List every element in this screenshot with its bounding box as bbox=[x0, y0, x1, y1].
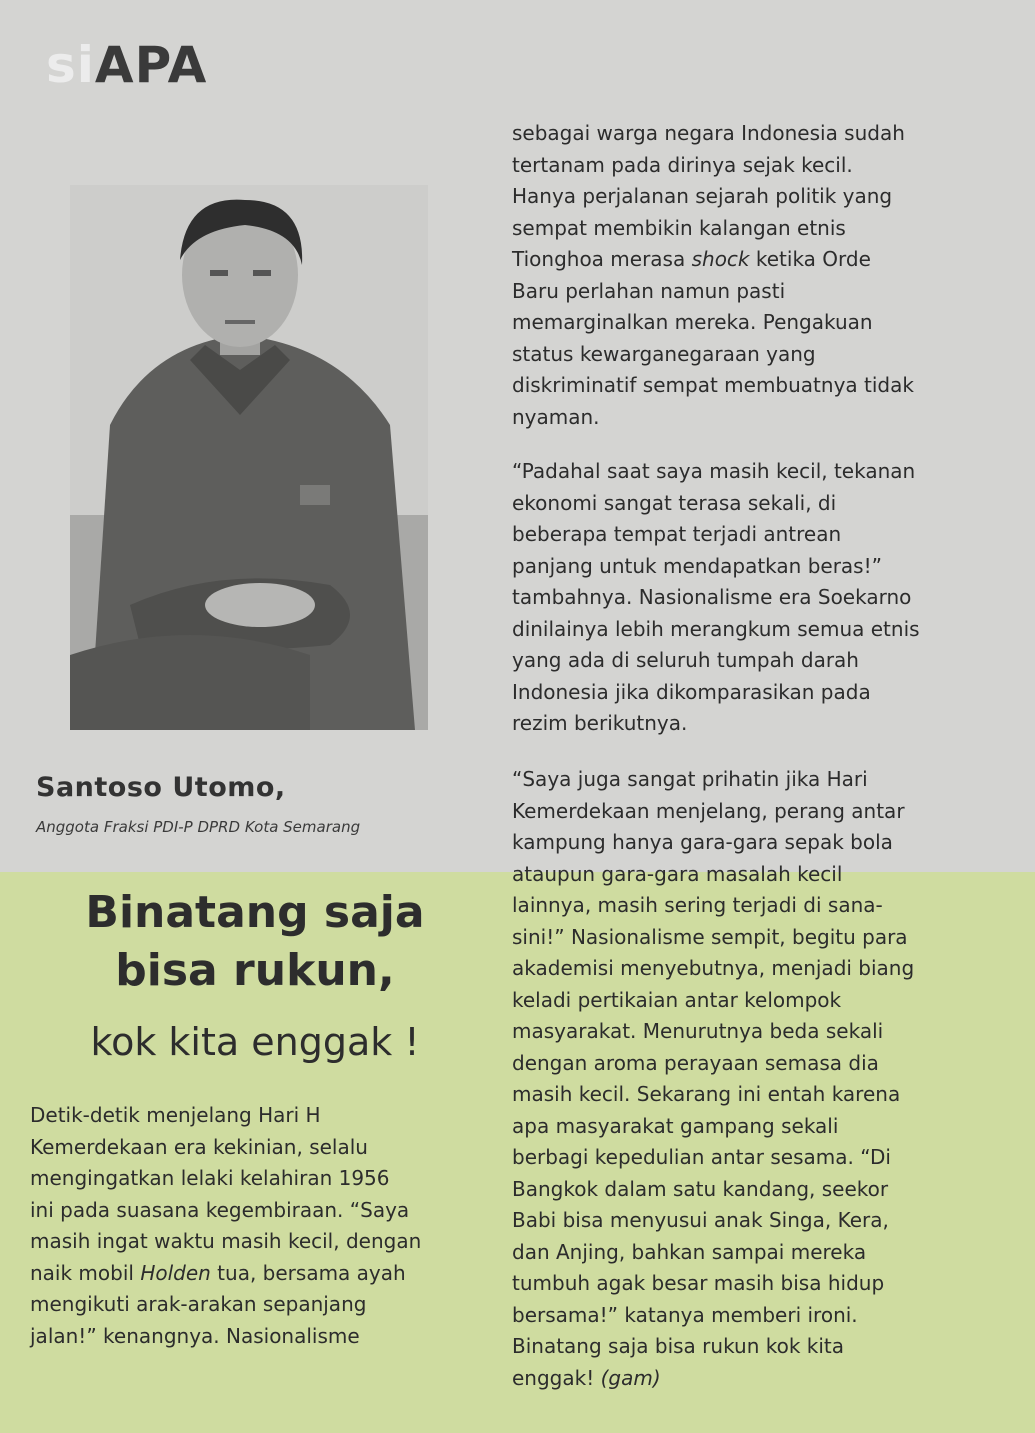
portrait-figure-icon bbox=[70, 185, 428, 730]
article-line: sini!” Nasionalisme sempit, begitu para bbox=[512, 924, 908, 949]
article-line: diskriminatif sempat membuatnya tidak bbox=[512, 373, 914, 397]
article-right-paragraph-1 bbox=[512, 118, 1012, 433]
article-line: Tionghoa merasa shock ketika Orde bbox=[512, 247, 871, 271]
article-line: Bangkok dalam satu kandang, seekor bbox=[512, 1176, 889, 1201]
article-line: kampung hanya gara-gara sepak bola bbox=[512, 830, 893, 854]
article-line: Kemerdekaan menjelang, perang antar bbox=[512, 798, 905, 823]
article-line: rezim berikutnya. bbox=[512, 711, 688, 735]
article-line: Indonesia jika dikomparasikan pada bbox=[512, 679, 871, 704]
italic-emphasis: Holden bbox=[140, 1260, 211, 1285]
article-right-paragraph-2 bbox=[512, 456, 1012, 740]
article-line: tertanam pada dirinya sejak kecil. bbox=[512, 152, 853, 177]
article-line: ini pada suasana kegembiraan. “Saya bbox=[30, 1197, 410, 1222]
article-line: mengikuti arak-arakan sepanjang bbox=[30, 1292, 367, 1316]
article-line: panjang untuk mendapatkan beras!” bbox=[512, 553, 882, 578]
article-line: enggak! (gam) bbox=[512, 1365, 661, 1390]
article-line: sebagai warga negara Indonesia sudah bbox=[512, 121, 905, 145]
article-line: berbagi kepedulian antar sesama. “Di bbox=[512, 1145, 891, 1169]
headline-line-1: Binatang saja bbox=[85, 887, 425, 938]
article-line: Kemerdekaan era kekinian, selalu bbox=[30, 1134, 368, 1159]
article-line: memarginalkan mereka. Pengakuan bbox=[512, 310, 873, 334]
article-line: ataupun gara-gara masalah kecil bbox=[512, 861, 843, 886]
article-line: tambahnya. Nasionalisme era Soekarno bbox=[512, 585, 912, 609]
article-line: masih kecil. Sekarang ini entah karena bbox=[512, 1082, 901, 1106]
article-line: mengingatkan lelaki kelahiran 1956 bbox=[30, 1166, 390, 1190]
article-line: dinilainya lebih merangkum semua etnis bbox=[512, 616, 920, 641]
article-line: masyarakat. Menurutnya beda sekali bbox=[512, 1019, 884, 1043]
article-line: “Padahal saat saya masih kecil, tekanan bbox=[512, 459, 916, 483]
byline-role: Anggota Fraksi PDI-P DPRD Kota Semarang bbox=[36, 818, 361, 836]
headline-line-2: bisa rukun, bbox=[115, 945, 395, 996]
article-line: Hanya perjalanan sejarah politik yang bbox=[512, 184, 893, 208]
section-logo-prefix: si bbox=[46, 36, 95, 94]
italic-emphasis: shock bbox=[691, 247, 750, 271]
article-line: tumbuh agak besar masih bisa hidup bbox=[512, 1271, 885, 1295]
article-line: yang ada di seluruh tumpah darah bbox=[512, 648, 859, 672]
article-line: dengan aroma perayaan semasa dia bbox=[512, 1050, 879, 1075]
article-line: akademisi menyebutnya, menjadi biang bbox=[512, 956, 915, 980]
article-line: jalan!” kenangnya. Nasionalisme bbox=[30, 1323, 360, 1348]
article-line: ekonomi sangat terasa sekali, di bbox=[512, 490, 837, 515]
article-line: status kewarganegaraan yang bbox=[512, 341, 816, 366]
article-line: beberapa tempat terjadi antrean bbox=[512, 522, 842, 546]
portrait-photo bbox=[70, 185, 428, 730]
article-line: apa masyarakat gampang sekali bbox=[512, 1113, 839, 1138]
byline-name: Santoso Utomo, bbox=[36, 772, 286, 803]
article-line: keladi pertikaian antar kelompok bbox=[512, 987, 842, 1012]
article-line: sempat membikin kalangan etnis bbox=[512, 215, 846, 240]
article-line: lainnya, masih sering terjadi di sana- bbox=[512, 893, 883, 917]
article-line: naik mobil Holden tua, bersama ayah bbox=[30, 1260, 406, 1285]
article-line: Baru perlahan namun pasti bbox=[512, 278, 786, 303]
article-line: Binatang saja bisa rukun kok kita bbox=[512, 1334, 845, 1358]
article-line: Detik-detik menjelang Hari H bbox=[30, 1103, 321, 1127]
section-logo bbox=[46, 36, 208, 94]
article-line: nyaman. bbox=[512, 404, 600, 429]
article-left-column bbox=[30, 1100, 490, 1352]
section-logo-main: APA bbox=[94, 36, 208, 94]
subheadline: kok kita enggak ! bbox=[90, 1020, 420, 1064]
headline bbox=[20, 884, 490, 1000]
italic-emphasis: (gam) bbox=[600, 1365, 661, 1390]
article-line: bersama!” katanya memberi ironi. bbox=[512, 1302, 858, 1327]
article-line: “Saya juga sangat prihatin jika Hari bbox=[512, 767, 868, 791]
article-line: dan Anjing, bahkan sampai mereka bbox=[512, 1239, 867, 1264]
article-right-paragraph-3 bbox=[512, 764, 1012, 1394]
article-line: masih ingat waktu masih kecil, dengan bbox=[30, 1229, 422, 1253]
article-line: Babi bisa menyusui anak Singa, Kera, bbox=[512, 1208, 889, 1232]
